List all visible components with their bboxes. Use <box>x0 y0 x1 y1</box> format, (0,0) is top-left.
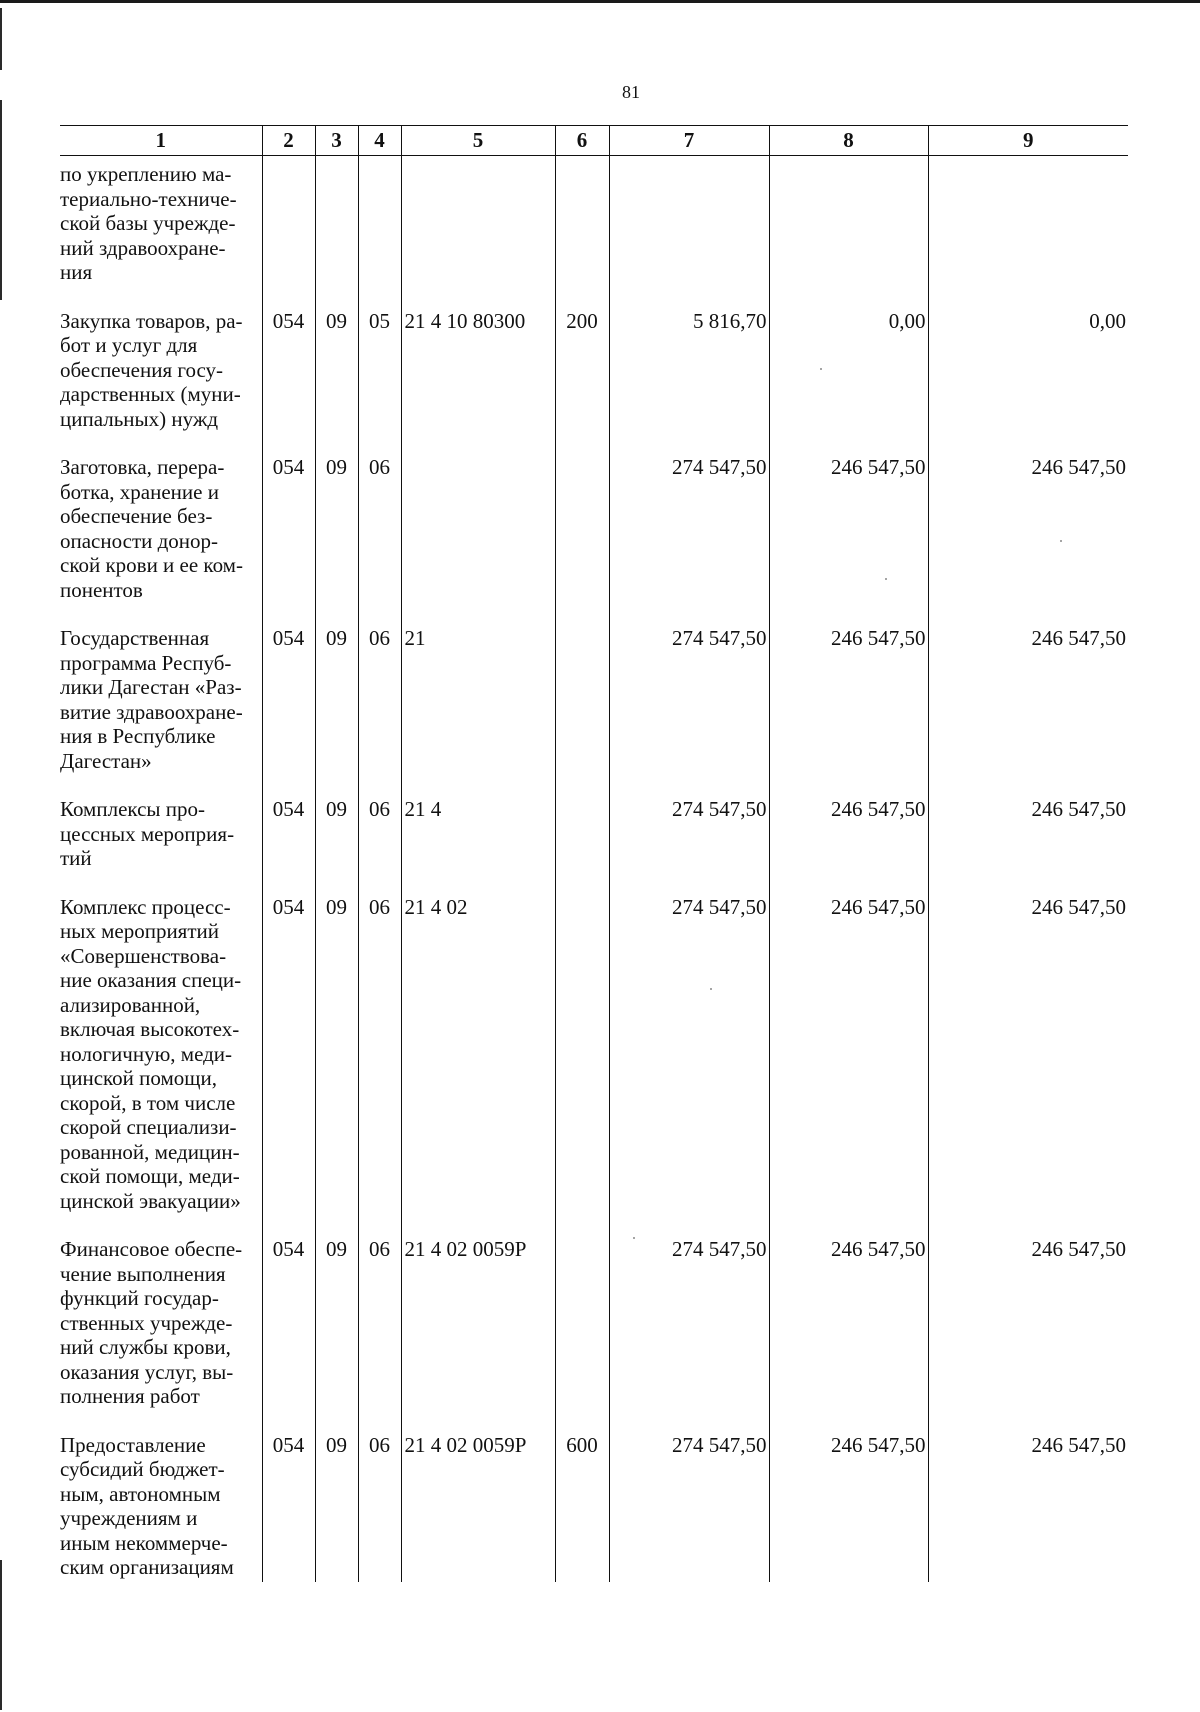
section-code: 09 <box>315 1233 358 1429</box>
table-row <box>60 1429 1128 1582</box>
section-code: 09 <box>315 622 358 793</box>
scan-left-edge <box>0 8 2 70</box>
target-article-code: 21 4 02 <box>401 891 555 1234</box>
item-name: Комплексы про- цессных мероприя- тий <box>60 797 235 870</box>
amount-col-7: 274 547,50 <box>609 1233 769 1429</box>
amount-col-7: 274 547,50 <box>609 793 769 891</box>
table-header <box>60 126 1128 156</box>
expense-type-code <box>555 156 609 305</box>
scan-left-edge <box>0 1560 2 1710</box>
amount-col-9: 0,00 <box>928 305 1128 452</box>
table-row <box>60 305 1128 452</box>
amount-col-9: 246 547,50 <box>928 622 1128 793</box>
amount-col-8: 0,00 <box>769 305 928 452</box>
subsection-code: 05 <box>358 305 401 452</box>
amount-col-8: 246 547,50 <box>769 622 928 793</box>
grbs-code: 054 <box>262 451 315 622</box>
grbs-code: 054 <box>262 1233 315 1429</box>
expense-type-code <box>555 1233 609 1429</box>
subsection-code: 06 <box>358 891 401 1234</box>
amount-col-9: 246 547,50 <box>928 1429 1128 1582</box>
scan-left-edge <box>0 100 2 300</box>
amount-col-9: 246 547,50 <box>928 1233 1128 1429</box>
target-article-code: 21 4 02 0059Р <box>401 1429 555 1582</box>
expense-type-code <box>555 451 609 622</box>
table-row <box>60 793 1128 891</box>
header-row <box>60 126 1128 156</box>
amount-col-9: 246 547,50 <box>928 891 1128 1234</box>
section-code <box>315 156 358 305</box>
header-col-1: 1 <box>60 126 262 156</box>
amount-col-8: 246 547,50 <box>769 793 928 891</box>
amount-col-8: 246 547,50 <box>769 1429 928 1582</box>
grbs-code: 054 <box>262 1429 315 1582</box>
target-article-code: 21 4 <box>401 793 555 891</box>
scan-top-edge <box>0 0 1200 3</box>
table-row <box>60 156 1128 305</box>
expense-type-code <box>555 622 609 793</box>
amount-col-7: 274 547,50 <box>609 622 769 793</box>
scan-speck <box>633 1237 635 1239</box>
grbs-code <box>262 156 315 305</box>
amount-col-8: 246 547,50 <box>769 451 928 622</box>
item-name: Комплекс процесс- ных мероприятий «Совершенствова- ние оказания специ- ализированной, включая высокотех- нологичную, меди- цинской помощи, скорой, в том числе скорой специализи- рованной, медицин- ской помощи, меди- цинской эвакуации» <box>60 894 242 1213</box>
subsection-code: 06 <box>358 451 401 622</box>
subsection-code <box>358 156 401 305</box>
scan-speck <box>710 988 712 990</box>
target-article-code: 21 4 10 80300 <box>401 305 555 452</box>
amount-col-9 <box>928 156 1128 305</box>
amount-col-7: 274 547,50 <box>609 1429 769 1582</box>
header-col-3: 3 <box>315 126 358 156</box>
item-name: Закупка товаров, ра- бот и услуг для обеспечения госу- дарственных (муни- ципальных) нужд <box>60 308 243 431</box>
item-name: Государственная программа Респуб- лики Дагестан «Раз- витие здравоохране- ния в Республике Дагестан» <box>60 626 243 773</box>
scan-speck <box>885 578 887 580</box>
target-article-code <box>401 451 555 622</box>
header-col-8: 8 <box>769 126 928 156</box>
table-row <box>60 451 1128 622</box>
subsection-code: 06 <box>358 793 401 891</box>
amount-col-7: 5 816,70 <box>609 305 769 452</box>
amount-col-7: 274 547,50 <box>609 891 769 1234</box>
item-name: Финансовое обеспе- чение выполнения функций государ- ственных учрежде- ний службы крови, оказания услуг, вы- полнения работ <box>60 1237 243 1408</box>
target-article-code: 21 4 02 0059Р <box>401 1233 555 1429</box>
header-col-9: 9 <box>928 126 1128 156</box>
scan-speck <box>820 368 822 370</box>
amount-col-8: 246 547,50 <box>769 891 928 1234</box>
target-article-code: 21 <box>401 622 555 793</box>
expense-type-code <box>555 793 609 891</box>
table-row <box>60 891 1128 1234</box>
table-row <box>60 622 1128 793</box>
budget-table <box>60 125 1128 1582</box>
header-col-5: 5 <box>401 126 555 156</box>
header-col-6: 6 <box>555 126 609 156</box>
section-code: 09 <box>315 891 358 1234</box>
header-col-7: 7 <box>609 126 769 156</box>
item-name: Заготовка, перера- ботка, хранение и обеспечение без- опасности донор- ской крови и ее ком- понентов <box>60 455 243 602</box>
section-code: 09 <box>315 451 358 622</box>
expense-type-code: 200 <box>555 305 609 452</box>
amount-col-9: 246 547,50 <box>928 793 1128 891</box>
table-row <box>60 1233 1128 1429</box>
grbs-code: 054 <box>262 891 315 1234</box>
expense-type-code: 600 <box>555 1429 609 1582</box>
table-body <box>60 156 1128 1582</box>
section-code: 09 <box>315 793 358 891</box>
header-col-2: 2 <box>262 126 315 156</box>
amount-col-8 <box>769 156 928 305</box>
amount-col-7 <box>609 156 769 305</box>
subsection-code: 06 <box>358 1233 401 1429</box>
amount-col-7: 274 547,50 <box>609 451 769 622</box>
page-number: 81 <box>622 82 640 102</box>
item-name: Предоставление субсидий бюджет- ным, автономным учреждениям и иным некоммерче- ским организациям <box>60 1432 234 1579</box>
expense-type-code <box>555 891 609 1234</box>
section-code: 09 <box>315 1429 358 1582</box>
scan-speck <box>1060 540 1062 542</box>
subsection-code: 06 <box>358 1429 401 1582</box>
amount-col-9: 246 547,50 <box>928 451 1128 622</box>
section-code: 09 <box>315 305 358 452</box>
header-col-4: 4 <box>358 126 401 156</box>
subsection-code: 06 <box>358 622 401 793</box>
item-name: по укреплению ма- териально-техниче- ской базы учрежде- ний здравоохране- ния <box>60 162 237 284</box>
grbs-code: 054 <box>262 305 315 452</box>
amount-col-8: 246 547,50 <box>769 1233 928 1429</box>
grbs-code: 054 <box>262 622 315 793</box>
grbs-code: 054 <box>262 793 315 891</box>
target-article-code <box>401 156 555 305</box>
